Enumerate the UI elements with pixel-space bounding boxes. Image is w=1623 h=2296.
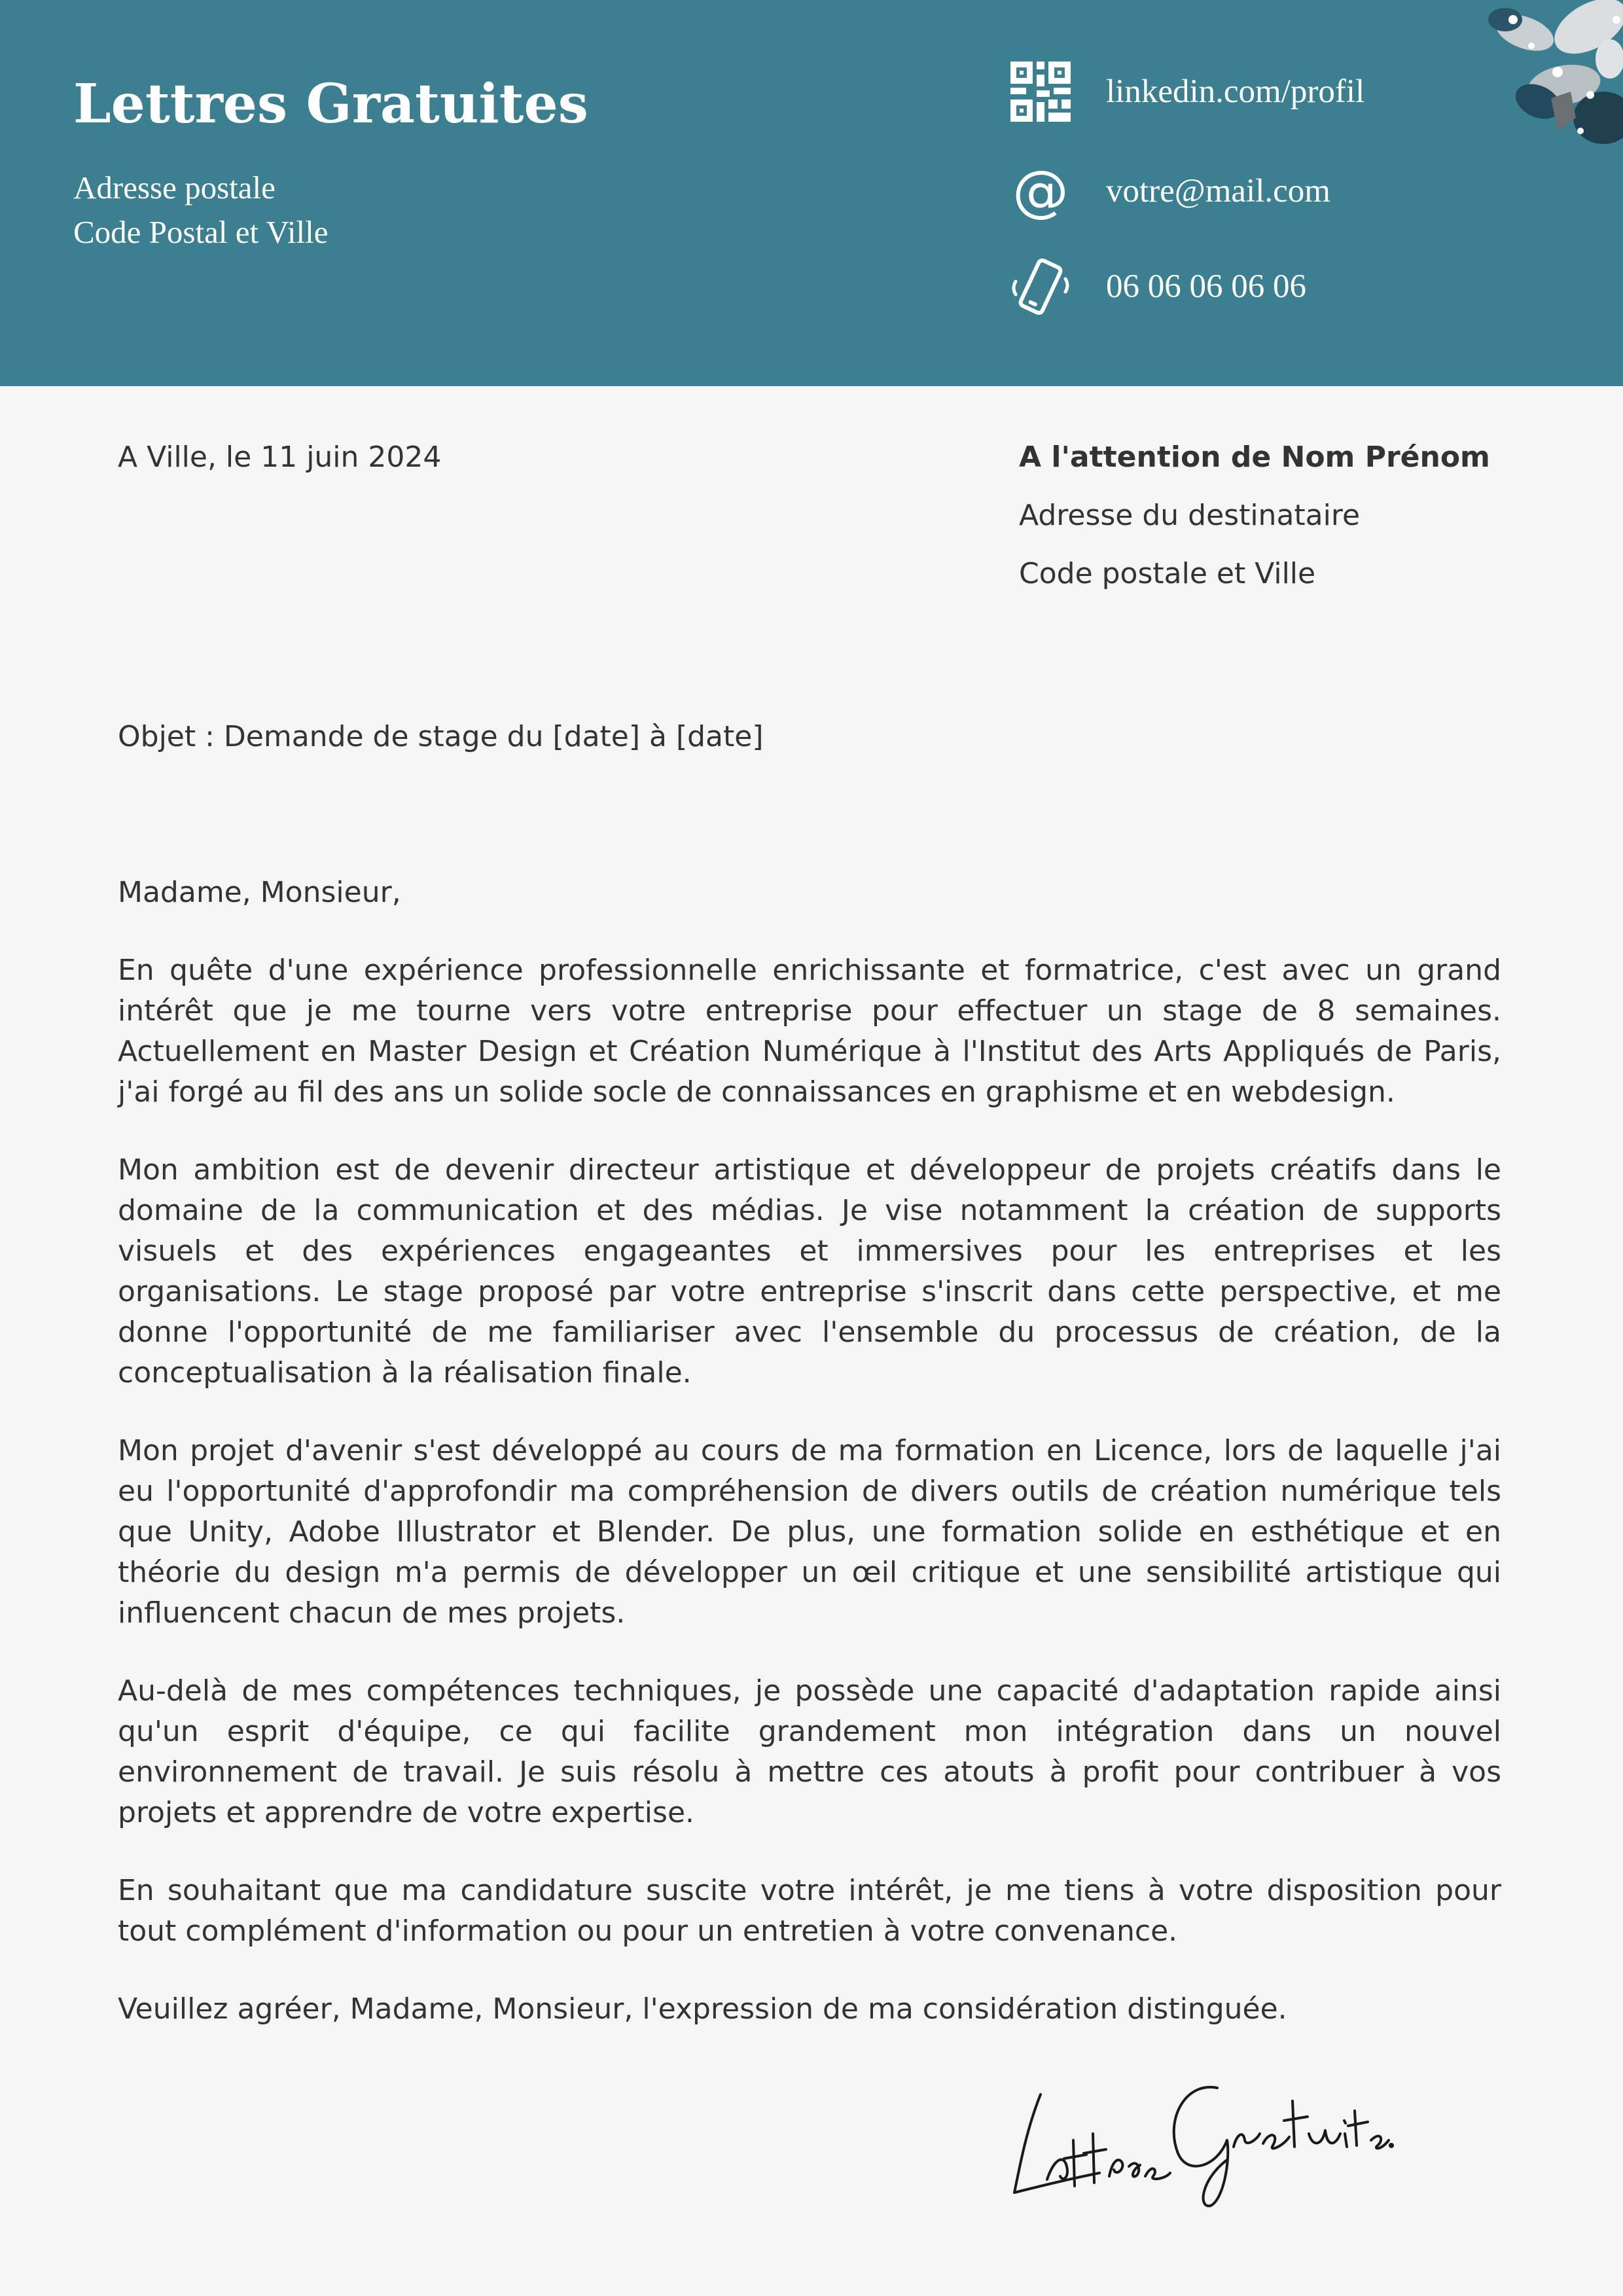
letter-header	[0, 0, 1623, 386]
recipient-address: Adresse du destinataire	[1019, 499, 1361, 532]
sender-name: Lettres Gratuites	[73, 73, 588, 135]
paragraph: En souhaitant que ma candidature suscite votre intérêt, je me tiens à votre disposition pour tout complément d'information ou pour un entretien à votre convenance.	[118, 1874, 1501, 1948]
phone-icon	[1008, 254, 1073, 319]
contact-phone	[1008, 251, 1505, 323]
handwritten-signature	[1001, 2049, 1394, 2212]
recipient-block	[1019, 437, 1543, 612]
paragraph: En quête d'une expérience professionnelle enrichissante et formatrice, c'est avec un grand intérêt que je me tourne vers votre entreprise pour effectuer un stage de 8 semaines. Actuellement en Master Design et Création Numérique à l'Institut des Arts Appliqués de Paris, j'ai forgé au fil des ans un solide socle de connaissances en graphisme et en webdesign.	[118, 954, 1501, 1109]
qr-code-icon	[1008, 59, 1073, 124]
recipient-city: Code postale et Ville	[1019, 557, 1316, 590]
paragraph: Au-delà de mes compétences techniques, je possède une capacité d'adaptation rapide ainsi qu'un esprit d'équipe, ce qui facilite grandement mon intégration dans un nouvel environnement de travail. Je suis résolu à mettre ces atouts à profit pour contribuer à vos projets et apprendre de votre expertise.	[118, 1674, 1501, 1829]
contact-linkedin	[1008, 56, 1505, 128]
email-text: votre@mail.com	[1106, 173, 1330, 209]
linkedin-text: linkedin.com/profil	[1106, 73, 1365, 110]
date-line: A Ville, le 11 juin 2024	[118, 440, 442, 474]
phone-text: 06 06 06 06 06	[1106, 268, 1306, 305]
letter-body	[118, 872, 1501, 2067]
at-icon: @	[1012, 158, 1069, 224]
recipient-name: A l'attention de Nom Prénom	[1019, 440, 1490, 474]
sender-city: Code Postal et Ville	[73, 214, 329, 250]
paragraph: Mon ambition est de devenir directeur artistique et développeur de projets créatifs dans le domaine de la communication et des médias. Je vise notamment la création de supports visuels et des expériences engageantes et immersives pour les entreprises et les organisations. Le stage proposé par votre entreprise s'inscrit dans cette perspective, et me donne l'opportunité de me familiariser avec l'ensemble du processus de création, de la conceptualisation à la réalisation finale.	[118, 1153, 1501, 1390]
floral-decoration	[1466, 0, 1623, 157]
salutation: Madame, Monsieur,	[118, 876, 401, 909]
letter-object: Objet : Demande de stage du [date] à [date]	[118, 720, 764, 753]
contact-email	[1008, 155, 1505, 227]
paragraph: Mon projet d'avenir s'est développé au cours de ma formation en Licence, lors de laquelle j'ai eu l'opportunité d'approfondir ma compréhension de divers outils de création numérique tels que Unity, Adobe Illustrator et Blender. De plus, une formation solide en esthétique et en théorie du design m'a permis de développer un œil critique et une sensibilité artistique qui influencent chacun de mes projets.	[118, 1434, 1501, 1630]
sender-address: Adresse postale	[73, 170, 276, 206]
closing: Veuillez agréer, Madame, Monsieur, l'expression de ma considération distinguée.	[118, 1992, 1287, 2026]
